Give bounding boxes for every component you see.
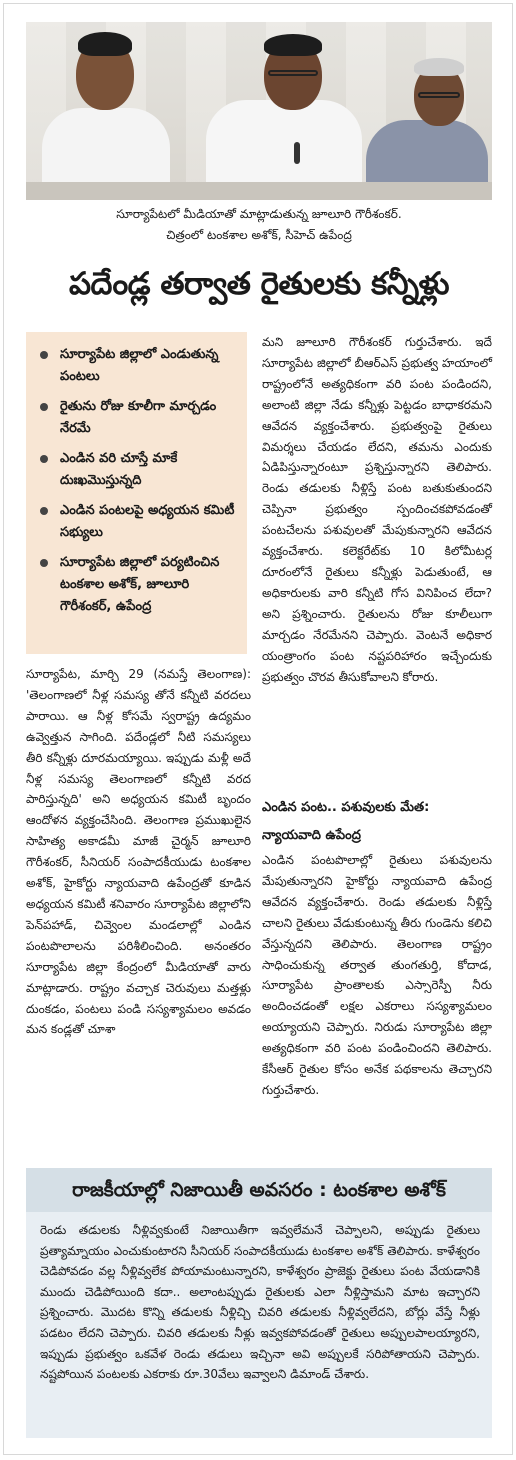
bullet-icon (40, 507, 48, 515)
highlight-item: సూర్యాపేట జిల్లాలో ఎండుతున్న పంటలు (40, 344, 239, 388)
article-column-right-bottom (262, 850, 492, 1101)
photo-caption (26, 204, 492, 246)
person-left (36, 22, 176, 200)
highlight-item: ఎండిన వరి చూస్తే మాకే దుఃఖమొస్తున్నది (40, 448, 239, 492)
highlight-item: ఎండిన పంటలపై అధ్యయన కమిటీ సభ్యులు (40, 500, 239, 544)
subheading-line-2: న్యాయవాది ఉపేంద్ర (262, 828, 361, 843)
highlight-item: సూర్యాపేట జిల్లాలో పర్యటించిన టంకశాల అశోక్, జూలూరి గౌరీశంకర్, ఉపేంద్ర (40, 552, 239, 618)
headline: పదేండ్ల తర్వాత రైతులకు కన్నీళ్లు (69, 266, 449, 302)
article-text: మని జూలూరి గౌరీశంకర్ గుర్తుచేశారు. ఇదే సూర్యాపేట జిల్లాలో బీఆర్ఎస్ ప్రభుత్వ హయాంలో రాష్ట్రంలోనే అత్యధికంగా వరి పంట పండిందని, అలాంటి జిల్లా నేడు కన్నీళ్లు పెట్టడం బాధాకరమని ఆవేదన వ్యక్తంచేశారు. ప్రభుత్వంపై రైతులు విమర్శలు చేయడం లేదని, తమను ఎందుకు ఏడిపిస్తున్నారంటూ ప్రశ్నిస్తున్నారని తెలిపారు. రెండు తడులకు నీళ్లిస్తే పంట బతుకుతుందని చెప్పినా ప్రభుత్వం స్పందించకపోవడంతో పంటచేలను పశువులతో మేపుకున్నారని ఆవేదన వ్యక్తంచేశారు. కలెక్టరేట్‌కు 10 కిలోమీటర్ల దూరంలోనే రైతులు కన్నీళ్లు పెడుతుంటే, ఆ అధికారులకు వారి కన్నీటి గోస వినిపించ లేదా? అని ప్రశ్నించారు. రైతులను రోజు కూలీలుగా మార్చడం నేరమేనని చెప్పారు. వెంటనే అధికార యంత్రాంగం పంట నష్టపరిహారం ఇచ్చేందుకు ప్రభుత్వం చొరవ తీసుకోవాలని కోరారు. (262, 335, 492, 684)
person-middle (198, 22, 368, 200)
article-text: ఎండిన పంటపొలాల్లో రైతులు పశువులను మేపుతున్నారని హైకోర్టు న్యాయవాది ఉపేంద్ర ఆవేదన వ్యక్తంచేశారు. రెండు తడులకు నీళ్లిస్తే చాలని రైతులు వేడుకుంటున్న తీరు గుండెను కలిచి వేస్తున్నదని తెలిపారు. తెలంగాణ రాష్ట్రం సాధించుకున్న తర్వాత తుంగతుర్తి, కోదాడ, సూర్యాపేట ప్రాంతాలకు ఎస్సారెస్పీ నీరు అందించడంతో లక్షల ఎకరాలు సస్యశ్యామలం అయ్యాయని చెప్పారు. నిరుడు సూర్యాపేట జిల్లా అత్యధికంగా వరి పంట పండించిందని తెలిపారు. కేసీఆర్ రైతుల కోసం అనేక పథకాలను తెచ్చారని గుర్తుచేశారు. (262, 853, 492, 1097)
article-subheading (262, 794, 492, 850)
subheading-line-1: ఎండిన పంట.. పశువులకు మేత: (262, 800, 430, 815)
article-text: సూర్యాపేట, మార్చి 29 (నమస్తే తెలంగాణ): 'తెలంగాణలో నీళ్ల సమస్య తోనే కన్నీటి వరదలు పారాయి. ఆ నీళ్ల కోసమే స్వరాష్ట్ర ఉద్యమం ఉవ్వెత్తున సాగింది. పదేండ్లలో నీటి సమస్యలు తీరి కన్నీళ్లు దూరమయ్యాయి. ఇప్పుడు మళ్లీ అదే నీళ్ల సమస్య తెలంగాణలో కన్నీటి వరద పారిస్తున్నది' అని అధ్యయన కమిటీ బృందం ఆందోళన వ్యక్తంచేసింది. తెలంగాణ ప్రముఖులైన సాహిత్య అకాడమీ మాజీ చైర్మన్ జూలూరి గౌరీశంకర్, సీనియర్ సంపాదకీయుడు టంకశాల అశోక్, హైకోర్టు న్యాయవాది ఉపేంద్రతో కూడిన అధ్యయన కమిటీ శనివారం సూర్యాపేట జిల్లాలోని పెన్‌పహాడ్, చివ్వెంల మండలాల్లో ఎండిన పంటపొలాలను పరిశీలించింది. అనంతరం సూర్యాపేట జిల్లా కేంద్రంలో మీడియాతో వారు మాట్లాడారు. రాష్ట్రం వచ్చాక చెరువులు మత్తళ్లు దుంకడం, పంటలు పండి సస్యశ్యామలం అవడం మన కండ్లతో చూశా (26, 667, 251, 1037)
bullet-icon (40, 403, 48, 411)
article-column-right-top (262, 332, 492, 687)
person-right (362, 22, 492, 200)
highlights-box (26, 332, 247, 654)
bullet-icon (40, 351, 48, 359)
article-column-left (26, 664, 251, 1040)
sidebar-box (26, 1168, 492, 1438)
highlight-item: రైతును రోజు కూలీగా మార్చడం నేరమే (40, 396, 239, 440)
bullet-icon (40, 559, 48, 567)
bullet-icon (40, 455, 48, 463)
sidebar-title: రాజకీయాల్లో నిజాయితీ అవసరం : టంకశాల అశోక్ (26, 1168, 492, 1212)
sidebar-body: రెండు తడులకు నీళ్లివ్వకుంటే నిజాయితీగా ఇవ్వలేమనే చెప్పాలని, అప్పుడు రైతులు ప్రత్యామ్నాయం ఎంచుకుంటారని సీనియర్ సంపాదకీయుడు టంకశాల అశోక్ తెలిపారు. కాళేశ్వరం చెడిపోవడం వల్ల నీళ్లివ్వలేక పోయామంటున్నారని, కాళేశ్వరం ప్రాజెక్టు రైతులు పంట వేయడానికి ముందు చెడిపోయింది కదా.. అలాంటప్పుడు రైతులకు ఎలా నీళ్లిస్తామని మాట ఇచ్చారని ప్రశ్నించారు. మొదట కొన్ని తడులకు నీళ్లిచ్చి చివరి తడులకు నీళ్లివ్వలేదని, బోర్లు వేస్తే నీళ్లు పడటం లేదని చెప్పారు. చివరి తడులకు నీళ్లు ఇవ్వకపోవడంతో రైతులు అప్పులపాలయ్యారని, ఇప్పుడు ప్రభుత్వం ఒకవేళ రెండు తడులు ఇచ్చినా అవి అప్పులకే సరిపోతాయని చెప్పారు. నష్టపోయిన పంటలకు ఎకరాకు రూ.30వేలు ఇవ్వాలని డిమాండ్ చేశారు. (40, 1223, 480, 1382)
caption-line-1: సూర్యాపేటలో మీడియాతో మాట్లాడుతున్న జూలూరి గౌరీశంకర్. (116, 207, 402, 221)
news-photo (26, 22, 492, 200)
caption-line-2: చిత్రంలో టంకశాల అశోక్, సీహెచ్ ఉపేంద్ర (166, 228, 352, 242)
